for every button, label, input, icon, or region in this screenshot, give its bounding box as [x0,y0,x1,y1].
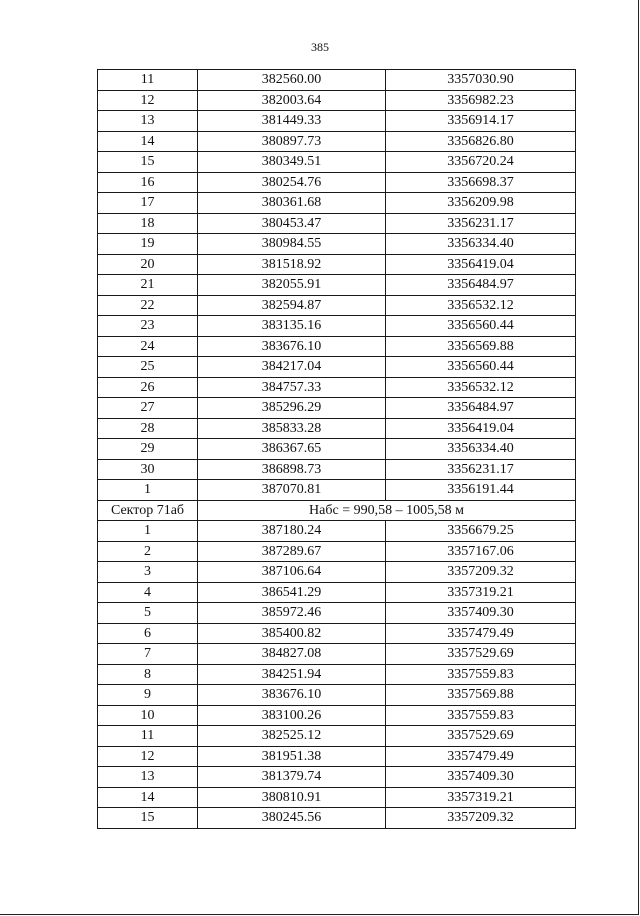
table-row [98,213,576,234]
x-coordinate-cell: 383676.10 [198,336,386,357]
y-coordinate-cell: 3356914.17 [386,111,576,132]
table-row [98,521,576,542]
table-row [98,644,576,665]
point-number-cell: 6 [98,623,198,644]
y-coordinate-cell: 3357529.69 [386,726,576,747]
sector-label: Сектор 71аб [98,500,198,521]
x-coordinate-cell: 382560.00 [198,70,386,91]
point-number-cell: 14 [98,787,198,808]
y-coordinate-cell: 3357559.83 [386,664,576,685]
x-coordinate-cell: 381379.74 [198,767,386,788]
x-coordinate-cell: 383676.10 [198,685,386,706]
y-coordinate-cell: 3356826.80 [386,131,576,152]
y-coordinate-cell: 3357030.90 [386,70,576,91]
x-coordinate-cell: 384217.04 [198,357,386,378]
table-row [98,70,576,91]
x-coordinate-cell: 384827.08 [198,644,386,665]
x-coordinate-cell: 387180.24 [198,521,386,542]
table-row [98,316,576,337]
y-coordinate-cell: 3357409.30 [386,603,576,624]
table-row [98,295,576,316]
x-coordinate-cell: 387106.64 [198,562,386,583]
y-coordinate-cell: 3356231.17 [386,459,576,480]
y-coordinate-cell: 3356334.40 [386,234,576,255]
point-number-cell: 26 [98,377,198,398]
y-coordinate-cell: 3357167.06 [386,541,576,562]
table-row [98,357,576,378]
point-number-cell: 29 [98,439,198,460]
y-coordinate-cell: 3356419.04 [386,254,576,275]
table-row [98,808,576,829]
y-coordinate-cell: 3356334.40 [386,439,576,460]
point-number-cell: 23 [98,316,198,337]
y-coordinate-cell: 3356484.97 [386,398,576,419]
x-coordinate-cell: 380349.51 [198,152,386,173]
table-row [98,254,576,275]
point-number-cell: 9 [98,685,198,706]
x-coordinate-cell: 382003.64 [198,90,386,111]
table-row [98,193,576,214]
y-coordinate-cell: 3356679.25 [386,521,576,542]
x-coordinate-cell: 386367.65 [198,439,386,460]
page-number: 385 [311,40,329,54]
x-coordinate-cell: 380453.47 [198,213,386,234]
point-number-cell: 1 [98,521,198,542]
table-row [98,90,576,111]
x-coordinate-cell: 382525.12 [198,726,386,747]
point-number-cell: 22 [98,295,198,316]
y-coordinate-cell: 3356560.44 [386,357,576,378]
table-row [98,705,576,726]
point-number-cell: 15 [98,808,198,829]
point-number-cell: 4 [98,582,198,603]
point-number-cell: 15 [98,152,198,173]
y-coordinate-cell: 3356419.04 [386,418,576,439]
table-row [98,275,576,296]
table-row [98,582,576,603]
y-coordinate-cell: 3356569.88 [386,336,576,357]
table-row [98,767,576,788]
point-number-cell: 3 [98,562,198,583]
y-coordinate-cell: 3357319.21 [386,787,576,808]
table-row [98,459,576,480]
sector-height-range: Набс = 990,58 – 1005,58 м [198,500,576,521]
x-coordinate-cell: 380984.55 [198,234,386,255]
y-coordinate-cell: 3357209.32 [386,562,576,583]
table-row [98,787,576,808]
x-coordinate-cell: 382594.87 [198,295,386,316]
table-row [98,603,576,624]
table-row [98,418,576,439]
y-coordinate-cell: 3356698.37 [386,172,576,193]
y-coordinate-cell: 3357529.69 [386,644,576,665]
y-coordinate-cell: 3357479.49 [386,746,576,767]
point-number-cell: 11 [98,726,198,747]
point-number-cell: 30 [98,459,198,480]
point-number-cell: 2 [98,541,198,562]
x-coordinate-cell: 385833.28 [198,418,386,439]
point-number-cell: 8 [98,664,198,685]
x-coordinate-cell: 383100.26 [198,705,386,726]
table-row [98,377,576,398]
sector-header-row [98,500,576,521]
y-coordinate-cell: 3357409.30 [386,767,576,788]
y-coordinate-cell: 3357479.49 [386,623,576,644]
coordinates-table-body [98,70,576,829]
x-coordinate-cell: 380897.73 [198,131,386,152]
table-row [98,172,576,193]
table-row [98,664,576,685]
point-number-cell: 5 [98,603,198,624]
y-coordinate-cell: 3356560.44 [386,316,576,337]
table-row [98,685,576,706]
y-coordinate-cell: 3356720.24 [386,152,576,173]
y-coordinate-cell: 3356982.23 [386,90,576,111]
y-coordinate-cell: 3356191.44 [386,480,576,501]
x-coordinate-cell: 384251.94 [198,664,386,685]
coordinates-table [97,69,576,829]
point-number-cell: 14 [98,131,198,152]
point-number-cell: 13 [98,767,198,788]
x-coordinate-cell: 387070.81 [198,480,386,501]
point-number-cell: 17 [98,193,198,214]
table-row [98,336,576,357]
x-coordinate-cell: 385400.82 [198,623,386,644]
x-coordinate-cell: 380810.91 [198,787,386,808]
table-row [98,623,576,644]
x-coordinate-cell: 385296.29 [198,398,386,419]
x-coordinate-cell: 385972.46 [198,603,386,624]
point-number-cell: 27 [98,398,198,419]
point-number-cell: 28 [98,418,198,439]
y-coordinate-cell: 3356484.97 [386,275,576,296]
point-number-cell: 20 [98,254,198,275]
point-number-cell: 19 [98,234,198,255]
point-number-cell: 1 [98,480,198,501]
point-number-cell: 25 [98,357,198,378]
point-number-cell: 11 [98,70,198,91]
point-number-cell: 12 [98,746,198,767]
table-row [98,131,576,152]
y-coordinate-cell: 3356209.98 [386,193,576,214]
point-number-cell: 16 [98,172,198,193]
y-coordinate-cell: 3356532.12 [386,377,576,398]
x-coordinate-cell: 381951.38 [198,746,386,767]
point-number-cell: 24 [98,336,198,357]
table-row [98,480,576,501]
table-row [98,152,576,173]
x-coordinate-cell: 380254.76 [198,172,386,193]
x-coordinate-cell: 386898.73 [198,459,386,480]
x-coordinate-cell: 380361.68 [198,193,386,214]
x-coordinate-cell: 381518.92 [198,254,386,275]
x-coordinate-cell: 380245.56 [198,808,386,829]
point-number-cell: 21 [98,275,198,296]
x-coordinate-cell: 383135.16 [198,316,386,337]
table-row [98,541,576,562]
table-row [98,234,576,255]
y-coordinate-cell: 3356231.17 [386,213,576,234]
y-coordinate-cell: 3356532.12 [386,295,576,316]
x-coordinate-cell: 381449.33 [198,111,386,132]
y-coordinate-cell: 3357209.32 [386,808,576,829]
table-row [98,726,576,747]
table-row [98,439,576,460]
point-number-cell: 10 [98,705,198,726]
y-coordinate-cell: 3357569.88 [386,685,576,706]
point-number-cell: 13 [98,111,198,132]
y-coordinate-cell: 3357559.83 [386,705,576,726]
table-row [98,398,576,419]
x-coordinate-cell: 387289.67 [198,541,386,562]
table-row [98,746,576,767]
point-number-cell: 12 [98,90,198,111]
table-row [98,111,576,132]
point-number-cell: 7 [98,644,198,665]
x-coordinate-cell: 382055.91 [198,275,386,296]
y-coordinate-cell: 3357319.21 [386,582,576,603]
table-row [98,562,576,583]
x-coordinate-cell: 384757.33 [198,377,386,398]
point-number-cell: 18 [98,213,198,234]
x-coordinate-cell: 386541.29 [198,582,386,603]
